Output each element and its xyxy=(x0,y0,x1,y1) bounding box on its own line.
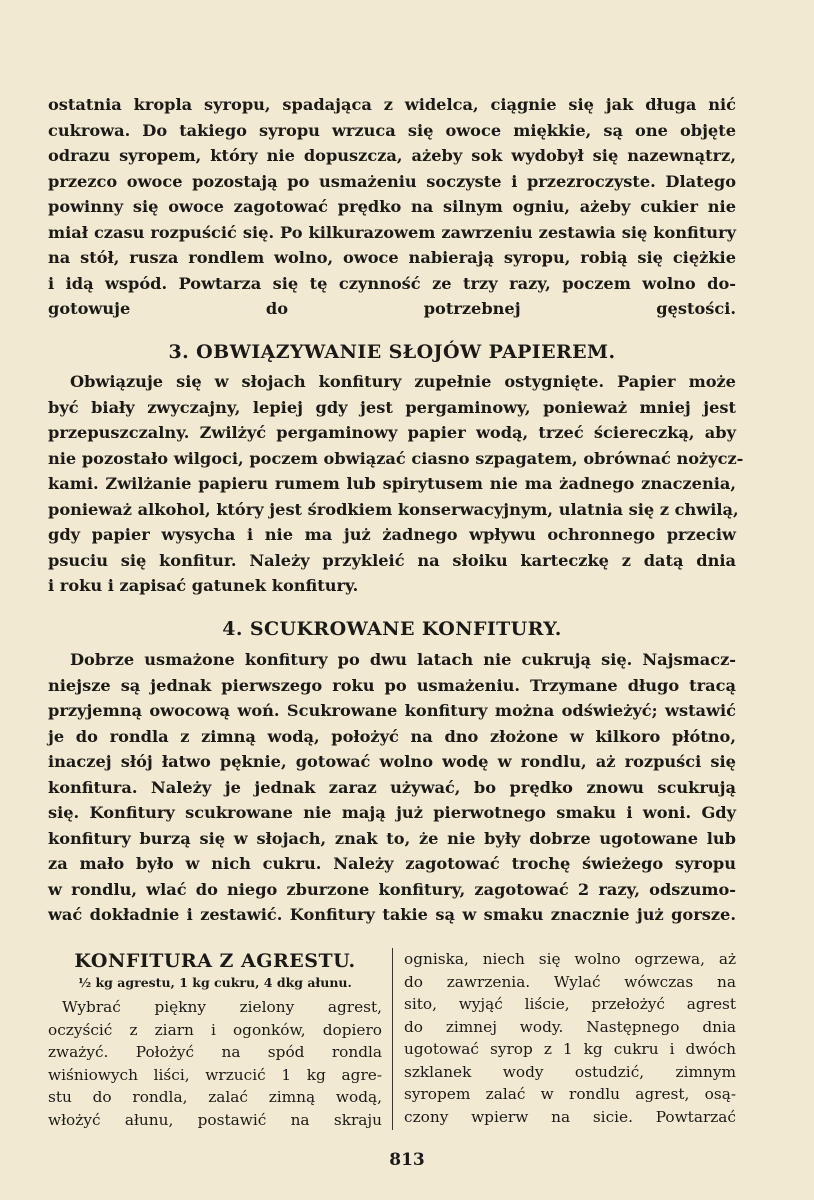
recipe-ingredients: ½ kg agrestu, 1 kg cukru, 4 dkg ałunu. xyxy=(78,975,352,990)
text-line: kami. Zwilżanie papieru rumem lub spirytusem nie ma żadnego znaczenia, xyxy=(48,474,736,493)
text-line: psuciu się konfitur. Należy przykleić na słoiku karteczkę z datą dnia xyxy=(48,550,736,570)
text-line: konfitury burzą się w słojach, znak to, że nie były dobrze ugotowane lub xyxy=(48,828,736,848)
text-line: syropem zalać w rondlu agrest, osą- xyxy=(404,1085,736,1103)
text-line: włożyć ałunu, postawić na skraju xyxy=(48,1110,382,1129)
text-line: być biały zwyczajny, lepiej gdy jest pergaminowy, ponieważ mniej jest xyxy=(48,397,736,417)
text-line: cukrowa. Do takiego syropu wrzuca się owoce miękkie, są one objęte xyxy=(48,120,736,140)
text-line: niejsze są jednak pierwszego roku po usmażeniu. Trzymane długo tracą xyxy=(48,675,736,695)
text-line: nie pozostało wilgoci, poczem obwiązać ciasno szpagatem, obrównać nożycz- xyxy=(48,448,744,468)
text-line: i roku i zapisać gatunek konfitury. xyxy=(48,576,359,595)
text-line: przyjemną owocową woń. Scukrowane konfitury można odświeżyć; wstawić xyxy=(48,701,736,720)
page-number: 813 xyxy=(389,1150,425,1170)
text-line: wiśniowych liści, wrzucić 1 kg agre- xyxy=(48,1065,382,1084)
text-line: w rondlu, wlać do niego zburzone konfitury, zagotować 2 razy, odszumo- xyxy=(48,879,736,899)
column-divider xyxy=(392,948,393,1130)
text-line: do zimnej wody. Następnego dnia xyxy=(404,1017,736,1036)
recipe-columns xyxy=(48,948,736,1133)
section-4-paragraph xyxy=(48,647,736,928)
text-line: przepuszczalny. Zwilżyć pergaminowy papier wodą, trzeć ściereczką, aby xyxy=(48,423,736,442)
text-line: na stół, rusza rondlem wolno, owoce nabierają syropu, robią się ciężkie xyxy=(48,248,736,267)
text-line: gotowuje do potrzebnej gęstości. xyxy=(48,299,736,318)
recipe-right-column xyxy=(404,948,736,1128)
text-line: Wybrać piękny zielony agrest, xyxy=(62,998,382,1016)
text-line: oczyścić z ziarn i ogonków, dopiero xyxy=(48,1020,382,1039)
text-line: się. Konfitury scukrowane nie mają już pierwotnego smaku i woni. Gdy xyxy=(48,803,736,822)
text-line: miał czasu rozpuścić się. Po kilkurazowem zawrzeniu zestawia się konfitury xyxy=(48,222,736,242)
recipe-title: KONFITURA Z AGRESTU. xyxy=(74,950,356,972)
text-line: ostatnia kropla syropu, spadająca z widelca, ciągnie się jak długa nić xyxy=(48,95,736,114)
text-line: ogniska, niech się wolno ogrzewa, aż xyxy=(404,950,736,968)
text-line: sito, wyjąć liście, przełożyć agrest xyxy=(404,995,736,1013)
text-line: ponieważ alkohol, który jest środkiem konserwacyjnym, ulatnia się z chwilą, xyxy=(48,499,739,519)
text-line: konfitura. Należy je jednak zaraz używać, bo prędko znowu scukrują xyxy=(48,777,736,797)
section-4-heading: 4. SCUKROWANE KONFITURY. xyxy=(222,618,562,640)
text-line: stu do rondla, zalać zimną wodą, xyxy=(48,1088,382,1106)
text-line: je do rondla z zimną wodą, położyć na dno złożone w kilkoro płótno, xyxy=(48,726,736,746)
recipe-left-column xyxy=(48,948,382,1131)
text-line: ugotować syrop z 1 kg cukru i dwóch xyxy=(404,1040,736,1058)
text-line: zważyć. Położyć na spód rondla xyxy=(48,1043,382,1061)
text-line: szklanek wody ostudzić, zimnym xyxy=(404,1062,736,1081)
text-line: wać dokładnie i zestawić. Konfitury takie są w smaku znacznie już gorsze. xyxy=(48,905,736,924)
section-3-heading: 3. OBWIĄZYWANIE SŁOJÓW PAPIEREM. xyxy=(168,341,616,363)
text-line: do zawrzenia. Wylać wówczas na xyxy=(404,972,736,991)
text-line: czony wpierw na sicie. Powtarzać xyxy=(404,1107,736,1126)
text-line: Obwiązuje się w słojach konfitury zupełnie ostygnięte. Papier może xyxy=(70,372,736,391)
text-line: przezco owoce pozostają po usmażeniu soczyste i przezroczyste. Dlatego xyxy=(48,171,736,191)
text-line: i idą wspód. Powtarza się tę czynność ze trzy razy, poczem wolno do- xyxy=(48,273,736,293)
intro-paragraph xyxy=(48,92,736,322)
text-line: za mało było w nich cukru. Należy zagotować trochę świeżego syropu xyxy=(48,854,736,873)
text-line: gdy papier wysycha i nie ma już żadnego wpływu ochronnego przeciw xyxy=(48,525,736,544)
section-3-paragraph xyxy=(48,369,744,599)
text-line: odrazu syropem, który nie dopuszcza, ażeby sok wydobył się nazewnątrz, xyxy=(48,146,736,165)
text-line: inaczej słój łatwo pęknie, gotować wolno wodę w rondlu, aż rozpuści się xyxy=(48,752,736,771)
text-line: Dobrze usmażone konfitury po dwu latach nie cukrują się. Najsmacz- xyxy=(70,650,736,669)
text-line: powinny się owoce zagotować prędko na silnym ogniu, ażeby cukier nie xyxy=(48,197,736,216)
